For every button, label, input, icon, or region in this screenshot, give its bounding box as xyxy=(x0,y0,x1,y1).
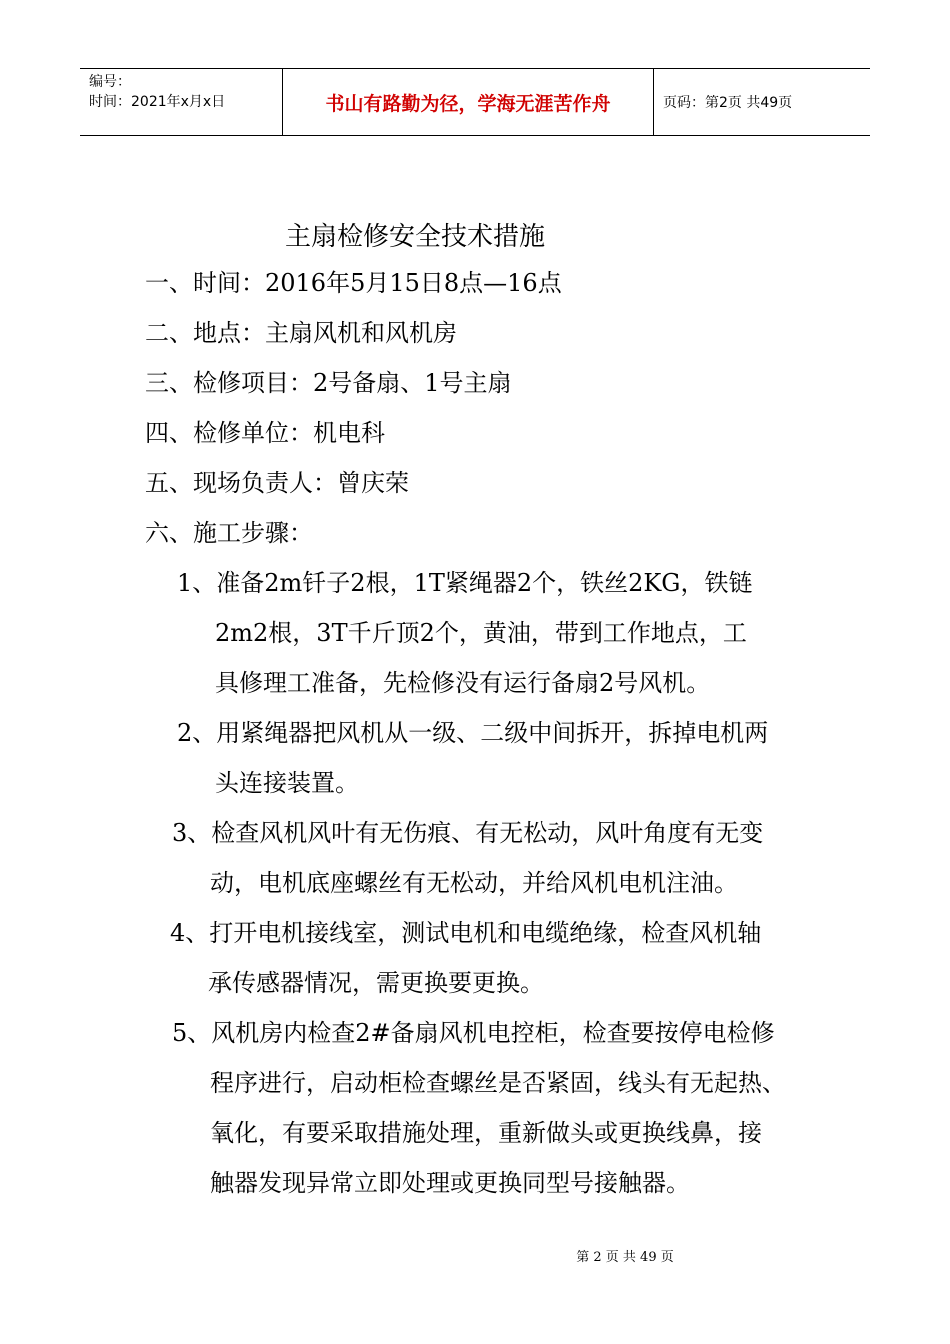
step-4-line-1: 4、打开电机接线室，测试电机和电缆绝缘，检查风机轴 xyxy=(170,919,762,947)
step-4-line-2: 承传感器情况，需更换要更换。 xyxy=(208,969,544,997)
step-5-line-4: 触器发现异常立即处理或更换同型号接触器。 xyxy=(210,1169,690,1197)
page-header xyxy=(80,68,870,136)
header-motto: 书山有路勤为径，学海无涯苦作舟 xyxy=(325,92,611,115)
date-label: 时间：2021年x月x日 xyxy=(89,94,226,110)
step-1-line-3: 具修理工准备，先检修没有运行备扇2号风机。 xyxy=(215,669,711,697)
step-5-line-1: 5、风机房内检查2#备扇风机电控柜，检查要按停电检修 xyxy=(172,1019,775,1047)
page-info: 页码：第2页 共49页 xyxy=(663,95,793,111)
step-2-line-1: 2、用紧绳器把风机从一级、二级中间拆开，拆掉电机两 xyxy=(177,719,769,747)
item-location: 二、地点：主扇风机和风机房 xyxy=(145,319,457,347)
step-1-line-1: 1、准备2m钎子2根，1T紧绳器2个，铁丝2KG，铁链 xyxy=(177,569,753,597)
item-responsible: 五、现场负责人：曾庆荣 xyxy=(145,469,409,497)
item-project: 三、检修项目：2号备扇、1号主扇 xyxy=(145,369,512,397)
step-5-line-3: 氧化，有要采取措施处理，重新做头或更换线鼻，接 xyxy=(210,1119,762,1147)
item-time: 一、时间：2016年5月15日8点—16点 xyxy=(145,269,562,297)
step-2-line-2: 头连接装置。 xyxy=(215,769,359,797)
step-1-line-2: 2m2根，3T千斤顶2个，黄油，带到工作地点，工 xyxy=(215,619,747,647)
step-3-line-2: 动，电机底座螺丝有无松动，并给风机电机注油。 xyxy=(210,869,738,897)
header-left-cell xyxy=(80,69,282,135)
step-3-line-1: 3、检查风机风叶有无伤痕、有无松动，风叶角度有无变 xyxy=(172,819,764,847)
item-unit: 四、检修单位：机电科 xyxy=(145,419,385,447)
header-right-cell xyxy=(654,69,870,135)
header-motto-cell xyxy=(282,69,654,135)
page-footer: 第 2 页 共 49 页 xyxy=(576,1250,674,1265)
document-title: 主扇检修安全技术措施 xyxy=(284,222,545,252)
item-steps-heading: 六、施工步骤： xyxy=(145,519,313,547)
step-5-line-2: 程序进行，启动柜检查螺丝是否紧固，线头有无起热、 xyxy=(210,1069,786,1097)
number-label: 编号： xyxy=(89,74,131,90)
